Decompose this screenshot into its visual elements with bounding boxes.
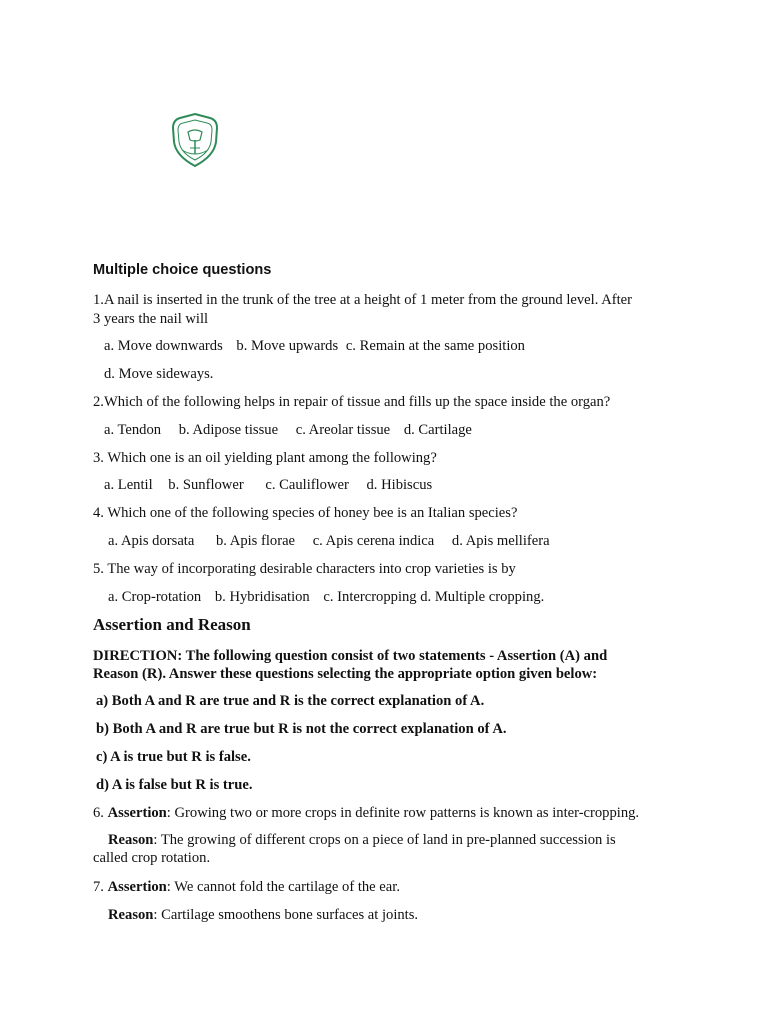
question-1-stem-line2: 3 years the nail will [93, 311, 209, 327]
question-4-options [108, 532, 708, 550]
option-c: c. Apis cerena indica [312, 533, 435, 549]
question-1-options [104, 337, 704, 355]
question-2-stem: 2.Which of the following helps in repair of tissue and fills up the space inside the organ? [93, 394, 611, 410]
reason-text: : Cartilage smoothens bone surfaces at joints. [153, 907, 419, 923]
assertion-label: Assertion [107, 879, 167, 895]
option-d: d. Hibiscus [366, 477, 433, 493]
option-c: c. Cauliflower [265, 477, 349, 493]
option-b: b. Sunflower [168, 477, 244, 493]
direction-line2: Reason (R). Answer these questions selecting the appropriate option given below: [93, 666, 598, 682]
option-a: a. Move downwards [104, 338, 223, 354]
question-5-stem: 5. The way of incorporating desirable characters into crop varieties is by [93, 561, 516, 577]
option-d: d. Apis mellifera [451, 533, 550, 549]
assertion-text: : We cannot fold the cartilage of the ear. [166, 879, 400, 895]
question-6-reason [108, 831, 708, 849]
question-1-stem-line1: 1.A nail is inserted in the trunk of the tree at a height of 1 meter from the ground level. After [93, 292, 632, 308]
option-c: c. Areolar tissue [295, 422, 391, 438]
ar-option-c: c) A is true but R is false. [96, 749, 251, 765]
question-6-reason-line2: called crop rotation. [93, 850, 211, 866]
option-a: a. Tendon [104, 422, 162, 438]
question-2-options [104, 421, 704, 439]
reason-label: Reason [108, 907, 154, 923]
option-b: b. Apis florae [216, 533, 296, 549]
question-number: 6. [93, 805, 104, 821]
ar-option-d: d) A is false but R is true. [96, 777, 253, 793]
option-a: a. Lentil [104, 477, 153, 493]
option-c: c. Remain at the same position [345, 338, 525, 354]
assertion-text: : Growing two or more crops in definite row patterns is known as inter-cropping. [166, 805, 640, 821]
direction-line1: DIRECTION: The following question consist of two statements - Assertion (A) and [93, 648, 608, 664]
option-b: b. Adipose tissue [178, 422, 279, 438]
option-d: d. Cartilage [403, 422, 472, 438]
option-b: b. Hybridisation [214, 589, 310, 605]
school-crest-icon [170, 112, 220, 168]
option-a: a. Crop-rotation [108, 589, 202, 605]
question-7-assertion [93, 878, 693, 896]
question-4-stem: 4. Which one of the following species of honey bee is an Italian species? [93, 505, 518, 521]
question-7-reason [108, 906, 708, 924]
question-6-assertion [93, 804, 693, 822]
question-3-stem: 3. Which one is an oil yielding plant among the following? [93, 450, 437, 466]
option-b: b. Move upwards [236, 338, 339, 354]
assertion-reason-heading: Assertion and Reason [93, 615, 251, 634]
option-d: d. Move sideways. [104, 366, 214, 382]
ar-option-b: b) Both A and R are true but R is not the correct explanation of A. [96, 721, 507, 737]
option-c: c. Intercropping d. Multiple cropping. [323, 589, 545, 605]
question-5-options [108, 588, 708, 606]
question-3-options [104, 476, 704, 494]
assertion-label: Assertion [107, 805, 167, 821]
option-a: a. Apis dorsata [108, 533, 195, 549]
reason-label: Reason [108, 832, 154, 848]
ar-option-a: a) Both A and R are true and R is the correct explanation of A. [96, 693, 485, 709]
reason-text: : The growing of different crops on a piece of land in pre-planned succession is [153, 832, 616, 848]
mcq-heading: Multiple choice questions [93, 262, 272, 278]
question-number: 7. [93, 879, 104, 895]
